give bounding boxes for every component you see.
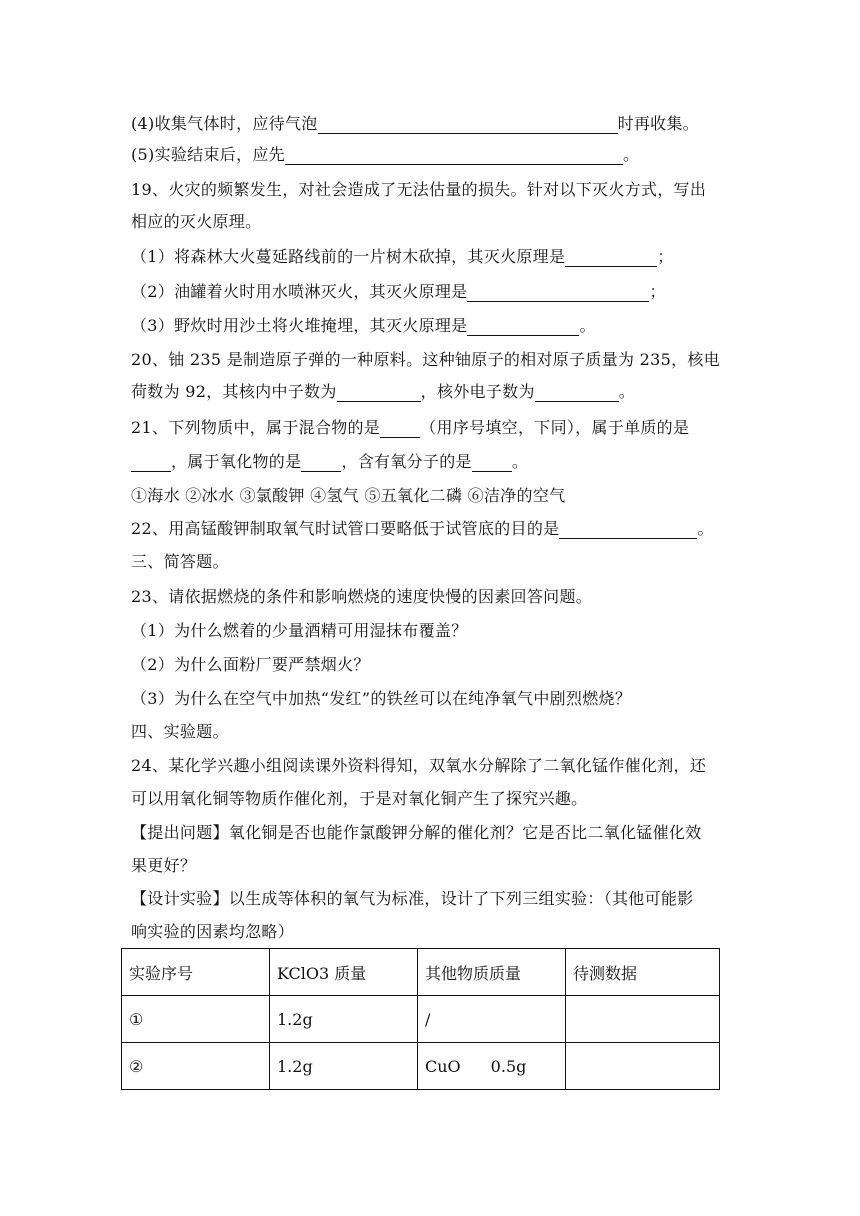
q19-stem-line1: 19、火灾的频繁发生，对社会造成了无法估量的损失。针对以下灭火方式，写出 <box>131 180 707 199</box>
q24-line2: 可以用氧化铜等物质作催化剂，于是对氧化铜产生了探究兴趣。 <box>131 789 588 808</box>
table-row <box>122 1043 720 1090</box>
table-cell: / <box>418 996 566 1043</box>
q23-sub2: （2）为什么面粉厂要严禁烟火？ <box>131 655 370 674</box>
q21-line2: ，属于氧化物的是 ，含有氧分子的是 。 <box>131 452 732 472</box>
q20-line2: 荷数为 92，其核内中子数为 ，核外电子数为 。 <box>131 382 636 401</box>
table-header-cell: KClO3 质量 <box>270 949 418 996</box>
answer-blank[interactable] <box>467 283 649 302</box>
answer-blank[interactable] <box>337 383 421 402</box>
q18-part4: (4)收集气体时，应待气泡 时再收集。 <box>131 114 700 133</box>
catalyst-name: CuO <box>425 1056 461 1076</box>
table-header-cell: 待测数据 <box>566 949 720 996</box>
answer-blank[interactable] <box>380 419 420 438</box>
table-row <box>122 996 720 1043</box>
table-cell: 1.2g <box>270 996 418 1043</box>
q19-stem-line2: 相应的灭火原理。 <box>131 212 262 231</box>
table-cell <box>418 1043 566 1090</box>
table-cell: 1.2g <box>270 1043 418 1090</box>
answer-blank[interactable] <box>565 248 657 267</box>
q19-sub2: （2）油罐着火时用水喷淋灭火，其灭火原理是 ； <box>131 282 666 301</box>
answer-blank[interactable] <box>472 453 512 472</box>
q19-sub3: （3）野炊时用沙土将火堆掩埋，其灭火原理是 。 <box>131 316 596 335</box>
q23-sub1: （1）为什么燃着的少量酒精可用湿抹布覆盖？ <box>131 621 468 640</box>
q23-stem: 23、请依据燃烧的条件和影响燃烧的速度快慢的因素回答问题。 <box>131 587 593 606</box>
q21-line1: 21、下列物质中，属于混合物的是 （用序号填空，下同），属于单质的是 <box>131 418 690 437</box>
experiment-table <box>121 948 720 1090</box>
catalyst-mass: 0.5g <box>490 1056 527 1076</box>
table-cell[interactable] <box>566 996 720 1043</box>
q24-question-line2: 果更好？ <box>131 856 197 875</box>
q23-sub3: （3）为什么在空气中加热“发红”的铁丝可以在纯净氧气中剧烈燃烧？ <box>131 689 632 708</box>
answer-blank[interactable] <box>318 115 618 134</box>
q20-line1: 20、铀 235 是制造原子弹的一种原料。这种铀原子的相对原子质量为 235，核电 <box>131 350 720 369</box>
table-header-cell: 实验序号 <box>122 949 270 996</box>
section-4-heading: 四、实验题。 <box>131 722 229 741</box>
table-header-row <box>122 949 720 996</box>
answer-blank[interactable] <box>131 453 171 472</box>
q24-design-line1: 【设计实验】以生成等体积的氧气为标准，设计了下列三组实验：（其他可能影 <box>131 889 694 908</box>
answer-blank[interactable] <box>535 383 619 402</box>
table-cell: ② <box>122 1043 270 1090</box>
q24-design-line2: 响实验的因素均忽略） <box>131 922 295 941</box>
answer-blank[interactable] <box>285 146 623 165</box>
answer-blank[interactable] <box>467 317 579 336</box>
table-header-cell: 其他物质质量 <box>418 949 566 996</box>
q19-sub1: （1）将森林大火蔓延路线前的一片树木砍掉，其灭火原理是 ； <box>131 247 674 266</box>
q24-question-line1: 【提出问题】氧化铜是否也能作氯酸钾分解的催化剂？它是否比二氧化锰催化效 <box>131 823 702 842</box>
q22-line: 22、用高锰酸钾制取氧气时试管口要略低于试管底的目的是 。 <box>131 519 714 538</box>
answer-blank[interactable] <box>559 520 697 539</box>
q24-line1: 24、某化学兴趣小组阅读课外资料得知，双氧水分解除了二氧化锰作催化剂，还 <box>131 756 707 775</box>
table-cell: ① <box>122 996 270 1043</box>
section-3-heading: 三、简答题。 <box>131 552 229 571</box>
table-cell[interactable] <box>566 1043 720 1090</box>
q21-options: ①海水 ②冰水 ③氯酸钾 ④氢气 ⑤五氧化二磷 ⑥洁净的空气 <box>131 486 566 505</box>
answer-blank[interactable] <box>301 453 341 472</box>
q18-part5: (5)实验结束后，应先 。 <box>131 145 640 164</box>
